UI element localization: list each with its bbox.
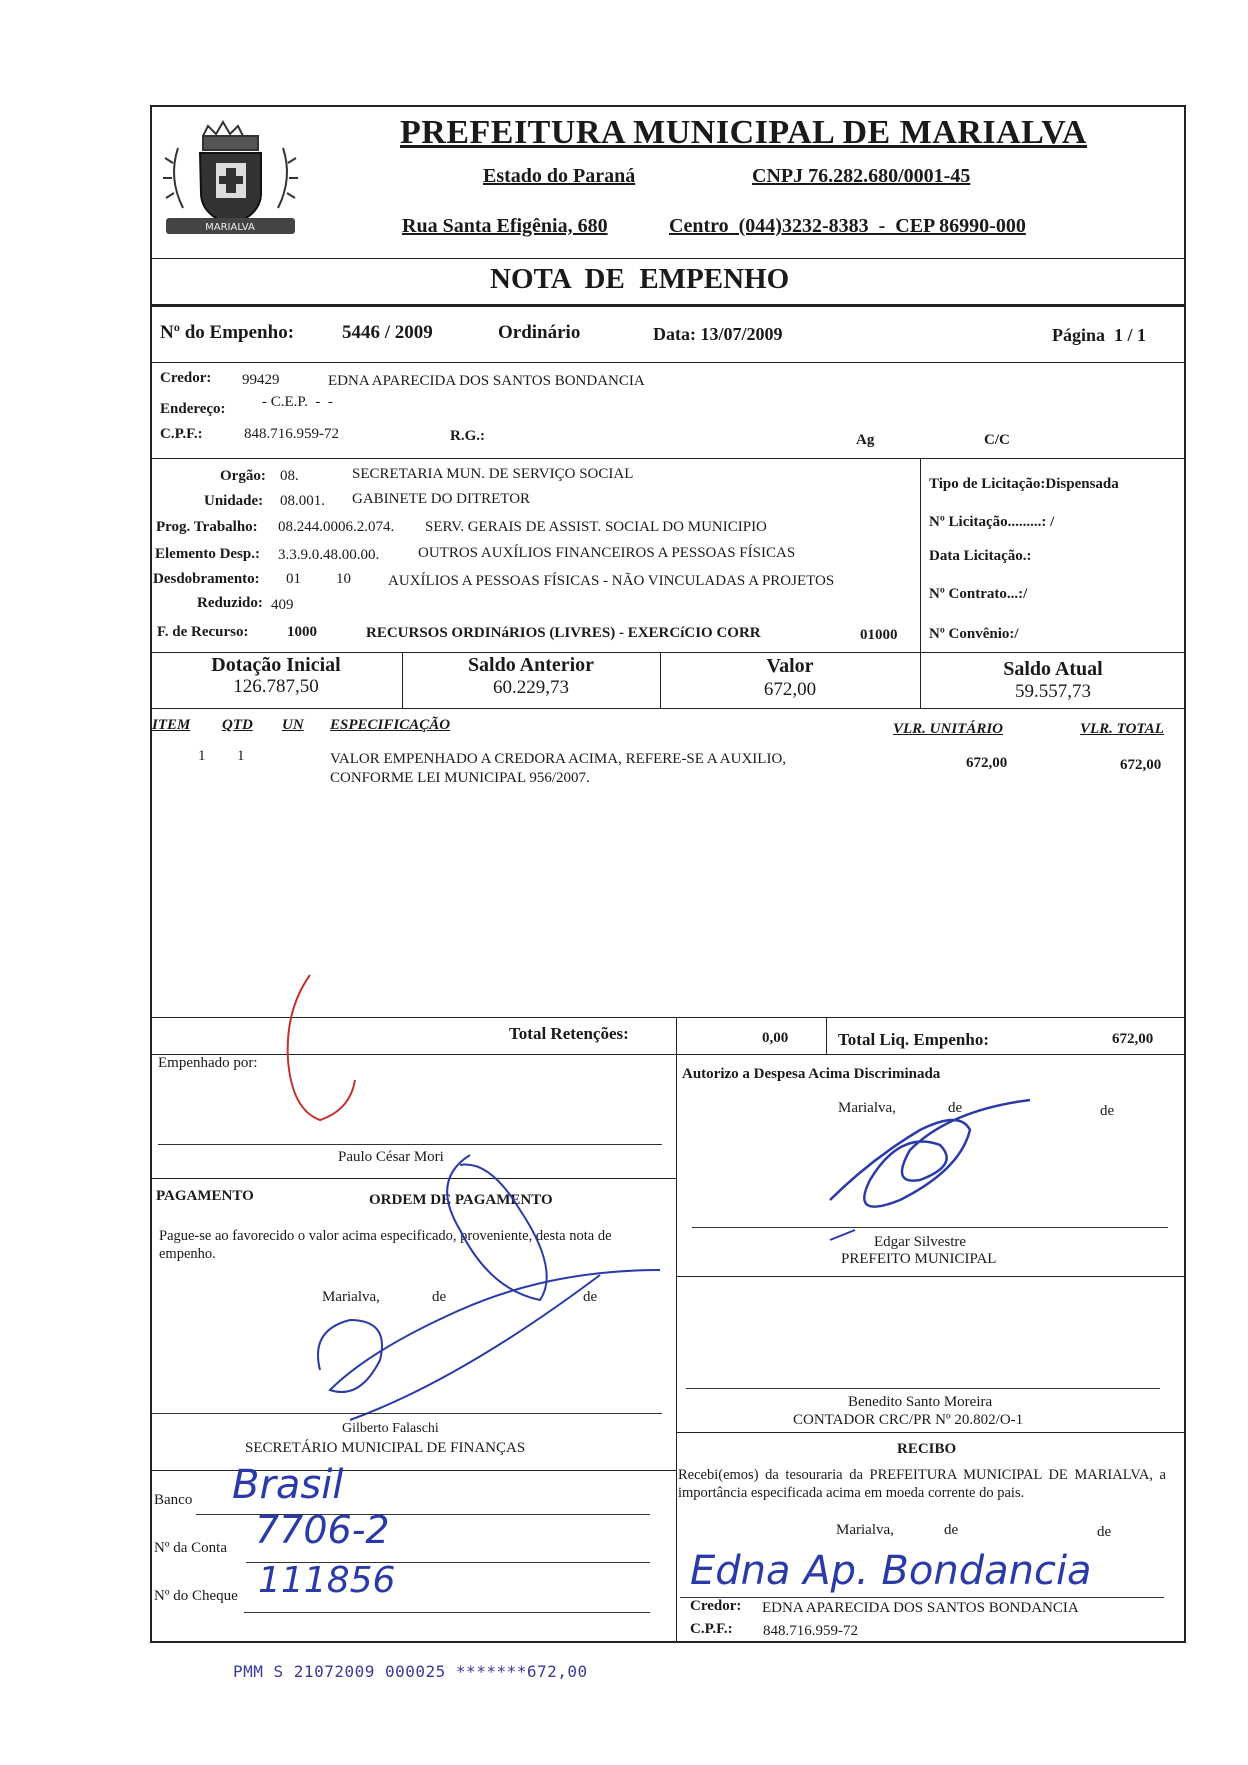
atual-value: 59.557,73 [1015, 681, 1091, 702]
recibo-marialva: Marialva, [836, 1522, 894, 1538]
autorizo-marialva: Marialva, [838, 1100, 896, 1116]
endereco-value: - C.E.P. - - [262, 394, 333, 410]
conta-hand: 7706-2 [255, 1508, 390, 1552]
ag-label: Ag [856, 432, 875, 448]
empenhado-por-label: Empenhado por: [158, 1055, 258, 1071]
contador-cargo: CONTADOR CRC/PR Nº 20.802/O-1 [793, 1412, 1024, 1428]
cheque-hand: 111856 [258, 1560, 396, 1601]
prefeito-nome: Edgar Silvestre [874, 1234, 967, 1250]
item-total: 672,00 [1120, 757, 1162, 773]
seal-text: MARIALVA [205, 222, 255, 233]
fonte-num: 01000 [860, 627, 898, 643]
empenho-num-label: Nº do Empenho: [160, 322, 295, 343]
orgao-desc: SECRETARIA MUN. DE SERVIÇO SOCIAL [352, 466, 634, 482]
recibo-de2: de [1097, 1524, 1112, 1540]
header-title: PREFEITURA MUNICIPAL DE MARIALVA [400, 114, 1087, 151]
recibo-texto: Recebi(emos) da tesouraria da PREFEITURA MUNICIPAL DE MARIALVA, a importância especificada acima em moeda corrente do pais. [678, 1467, 1166, 1501]
item-desc-line1: VALOR EMPENHADO A CREDORA ACIMA, REFERE-SE A AUXILIO, [330, 751, 787, 767]
autorizo-de1: de [948, 1100, 963, 1116]
recibo-title: RECIBO [897, 1441, 957, 1457]
liq-label: Total Liq. Empenho: [838, 1030, 989, 1049]
col-total: VLR. TOTAL [1080, 721, 1164, 737]
empenho-tipo: Ordinário [498, 322, 581, 343]
contador-nome: Benedito Santo Moreira [848, 1394, 993, 1410]
header-estado: Estado do Paraná [483, 165, 636, 187]
doc-title: NOTA DE EMPENHO [490, 263, 790, 295]
orgao-label: Orgão: [220, 468, 266, 484]
ant-value: 60.229,73 [493, 677, 569, 698]
header-rua: Rua Santa Efigênia, 680 [402, 215, 608, 237]
pagamento-marialva: Marialva, [322, 1289, 380, 1305]
cheque-label: Nº do Cheque [154, 1588, 238, 1604]
prog-code: 08.244.0006.2.074. [278, 519, 395, 535]
recibo-signature: Edna Ap. Bondancia [690, 1548, 1092, 1594]
desd-code1: 01 [286, 571, 301, 587]
lic-contrato: Nº Contrato...:/ [929, 586, 1028, 602]
item-desc-line2: CONFORME LEI MUNICIPAL 956/2007. [330, 770, 590, 786]
credor-label: Credor: [160, 370, 212, 386]
col-qtd: QTD [222, 717, 253, 733]
pagamento-de1: de [432, 1289, 447, 1305]
lic-tipo: Tipo de Licitação:Dispensada [929, 476, 1119, 492]
lic-num: Nº Licitação.........: / [929, 514, 1055, 530]
header-cnpj: CNPJ 76.282.680/0001-45 [752, 165, 971, 187]
banco-hand: Brasil [232, 1462, 344, 1508]
recibo-credor-label: Credor: [690, 1598, 742, 1614]
dot-label: Dotação Inicial [211, 654, 341, 676]
pagamento-label: PAGAMENTO [156, 1188, 254, 1204]
recibo-de1: de [944, 1522, 959, 1538]
credor-codigo: 99429 [242, 372, 280, 388]
ant-label: Saldo Anterior [467, 654, 595, 676]
autorizo-text: Autorizo a Despesa Acima Discriminada [682, 1066, 941, 1082]
secretario-nome: Gilberto Falaschi [342, 1421, 439, 1436]
header-contato: Centro (044)3232-8383 - CEP 86990-000 [669, 215, 1026, 237]
elem-desc: OUTROS AUXÍLIOS FINANCEIROS A PESSOAS FÍSICAS [418, 545, 796, 561]
elem-code: 3.3.9.0.48.00.00. [278, 547, 380, 563]
cpf-value: 848.716.959-72 [244, 426, 339, 442]
recibo-credor-nome: EDNA APARECIDA DOS SANTOS BONDANCIA [762, 1600, 1079, 1616]
red-value: 409 [271, 597, 294, 613]
pagamento-texto: Pague-se ao favorecido o valor acima especificado, proveniente, desta nota de empenho. [159, 1228, 612, 1262]
col-item: ITEM [152, 717, 191, 733]
lic-convenio: Nº Convênio:/ [929, 626, 1019, 642]
desd-label: Desdobramento: [153, 571, 260, 587]
credor-nome: EDNA APARECIDA DOS SANTOS BONDANCIA [328, 373, 645, 389]
cpf-label: C.P.F.: [160, 426, 203, 442]
col-un: UN [282, 717, 304, 733]
col-espec: ESPECIFICAÇÃO [330, 717, 451, 733]
val-value: 672,00 [763, 679, 817, 700]
empenho-data: Data: 13/07/2009 [653, 324, 783, 344]
endereco-label: Endereço: [160, 401, 226, 417]
secretario-cargo: SECRETÁRIO MUNICIPAL DE FINANÇAS [245, 1440, 526, 1456]
pagamento-de2: de [583, 1289, 598, 1305]
empenho-num-value: 5446 / 2009 [342, 322, 433, 343]
bank-stamp: PMM S 21072009 000025 *******672,00 [233, 1662, 588, 1681]
item-num: 1 [198, 748, 206, 764]
empenho-pagina: Página 1 / 1 [1052, 325, 1147, 345]
red-label: Reduzido: [197, 595, 263, 611]
cc-label: C/C [984, 432, 1010, 448]
desd-desc: AUXÍLIOS A PESSOAS FÍSICAS - NÃO VINCULADAS A PROJETOS [388, 573, 835, 589]
ret-label: Total Retenções: [509, 1024, 629, 1043]
unidade-label: Unidade: [204, 493, 264, 509]
autorizo-de2: de [1100, 1103, 1115, 1119]
val-label: Valor [766, 655, 814, 677]
conta-label: Nº da Conta [154, 1540, 227, 1556]
orgao-code: 08. [280, 468, 299, 484]
prefeito-cargo: PREFEITO MUNICIPAL [841, 1251, 997, 1267]
fonte-code: 1000 [287, 624, 317, 640]
item-qtd: 1 [237, 748, 245, 764]
fonte-label: F. de Recurso: [157, 624, 249, 640]
ret-value: 0,00 [762, 1030, 789, 1046]
prefeito-signature [810, 1090, 1050, 1250]
empenhado-nome: Paulo César Mori [338, 1149, 444, 1165]
prog-label: Prog. Trabalho: [156, 519, 258, 535]
banco-label: Banco [154, 1492, 193, 1508]
elem-label: Elemento Desp.: [155, 546, 260, 562]
recibo-cpf-label: C.P.F.: [690, 1621, 733, 1637]
recibo-cpf-value: 848.716.959-72 [763, 1623, 858, 1639]
col-unit: VLR. UNITÁRIO [893, 721, 1004, 737]
unidade-desc: GABINETE DO DITRETOR [352, 491, 531, 507]
lic-data: Data Licitação.: [929, 548, 1032, 564]
liq-value: 672,00 [1112, 1031, 1154, 1047]
municipal-seal [158, 108, 303, 248]
unidade-code: 08.001. [280, 493, 325, 509]
rg-label: R.G.: [450, 428, 485, 444]
fonte-desc: RECURSOS ORDINáRIOS (LIVRES) - EXERCíCIO CORR [366, 625, 761, 641]
ordem-pagamento: ORDEM DE PAGAMENTO [369, 1192, 553, 1208]
secretario-signature [310, 1150, 670, 1440]
dot-value: 126.787,50 [233, 676, 319, 697]
prog-desc: SERV. GERAIS DE ASSIST. SOCIAL DO MUNICIPIO [425, 519, 767, 535]
atual-label: Saldo Atual [1003, 658, 1103, 680]
red-signature-mark [280, 970, 380, 1150]
desd-code2: 10 [336, 571, 351, 587]
item-unit: 672,00 [966, 755, 1008, 771]
